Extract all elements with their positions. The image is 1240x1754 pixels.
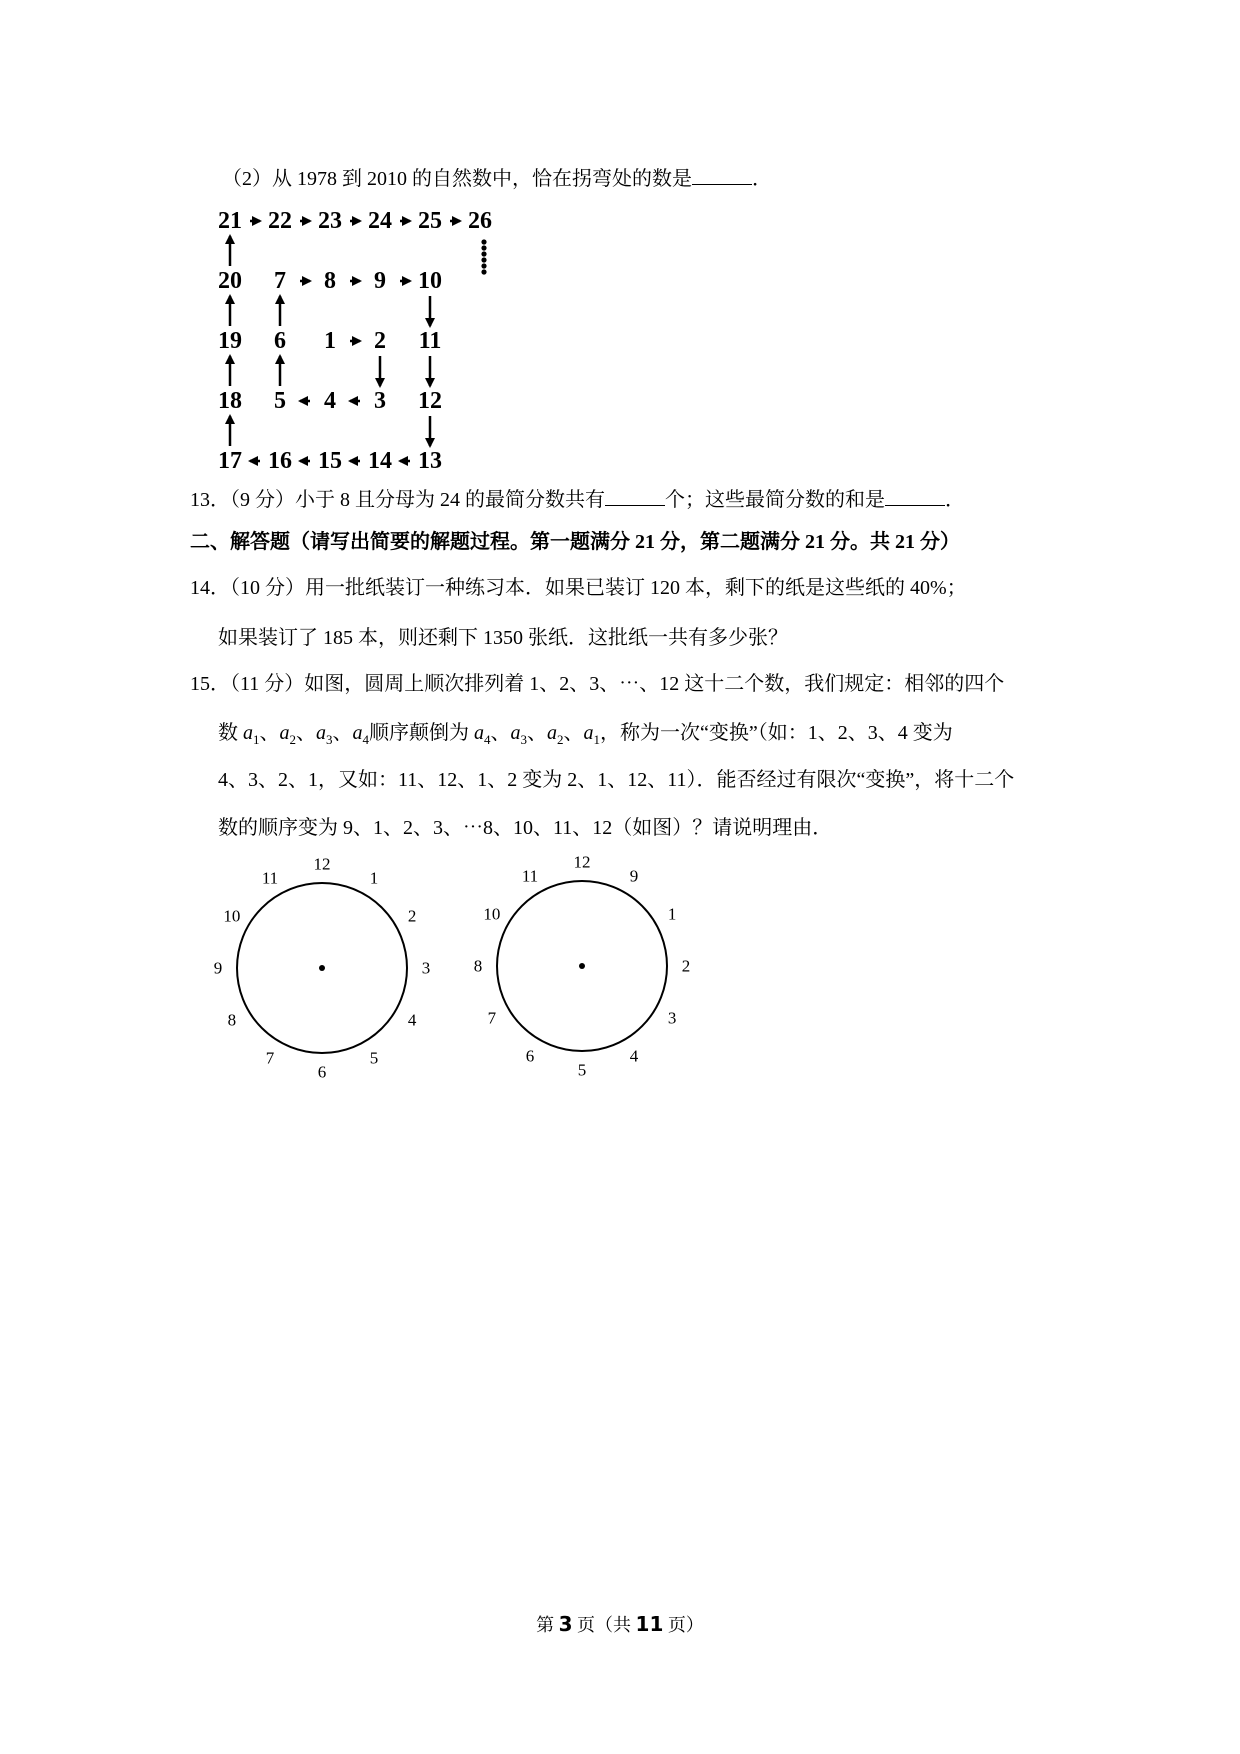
clock-number: 1 [667,904,677,924]
spiral-number: 13 [418,448,442,472]
spiral-number: 3 [374,388,386,414]
answer-blank [885,487,945,506]
spiral-number: 5 [274,388,286,414]
spiral-number: 26 [468,208,492,234]
clock-number: 8 [227,1010,237,1030]
spiral-number: 2 [374,328,386,354]
spiral-number: 12 [418,388,442,414]
spiral-number: 15 [318,448,342,472]
spiral-number: 23 [318,208,342,234]
spiral-number: 24 [368,208,392,234]
clock-number: 6 [525,1046,535,1066]
spiral-number: 1 [324,328,336,354]
clock-number: 12 [313,854,331,874]
page-number: 3 [558,1612,573,1636]
clock-number: 3 [667,1008,677,1028]
question-15-line2: 数 $a_1$、$a_2$、$a_3$、$a_4$顺序颠倒为 $a_4$、$a_3$、$a_2$、$a_1$，称为一次“变换”（如：1、2、3、4 变为 [218,722,953,747]
spiral-number: 14 [368,448,392,472]
answer-blank [605,487,665,506]
clock-number: 11 [521,866,539,886]
clock-number: 4 [407,1010,417,1030]
clock-number: 7 [487,1008,497,1028]
spiral-number: 9 [374,268,386,294]
center-dot [579,963,585,969]
question-15-line1: 15．（11 分）如图，圆周上顺次排列着 1、2、3、⋯、12 这十二个数，我们规定：相邻的四个 [190,673,1005,695]
clock-number: 8 [473,956,483,976]
clock-number: 3 [421,958,431,978]
center-dot [319,965,325,971]
clock-number: 10 [483,904,501,924]
clock-diagram-right [462,848,702,1088]
q12-part2-line: （2）从 1978 到 2010 的自然数中，恰在拐弯处的数是 ． [222,168,772,190]
answer-blank [692,166,752,185]
clock-number: 9 [629,866,639,886]
spiral-number: 17 [218,448,242,472]
clock-number: 5 [577,1060,587,1080]
spiral-number: 18 [218,388,242,414]
question-14-line2: 如果装订了 185 本，则还剩下 1350 张纸．这批纸一共有多少张？ [218,627,788,649]
clock-number: 4 [629,1046,639,1066]
clock-number: 9 [213,958,223,978]
clock-diagram-left [200,850,440,1090]
spiral-number: 25 [418,208,442,234]
spiral-number: 21 [218,208,242,234]
clock-number: 6 [317,1062,327,1082]
spiral-number: 4 [324,388,336,414]
q12-part2-text: （2）从 1978 到 2010 的自然数中，恰在拐弯处的数是 [222,168,692,190]
spiral-number: 7 [274,268,286,294]
spiral-number: 22 [268,208,292,234]
spiral-number: 19 [218,328,242,354]
spiral-number: 16 [268,448,292,472]
question-15-line4: 数的顺序变为 9、1、2、3、⋯8、10、11、12（如图）？请说明理由． [218,817,833,839]
clock-number: 7 [265,1048,275,1068]
q15-number: 15． [190,673,230,695]
clock-number: 1 [369,868,379,888]
question-13: 13．（9 分）小于 8 且分母为 24 的最简分数共有 个；这些最简分数的和是 ． [190,489,965,511]
spiral-number: 10 [418,268,442,294]
spiral-number: 20 [218,268,242,294]
spiral-number: 8 [324,268,336,294]
spiral-number: 11 [418,328,442,354]
question-15-line3: 4、3、2、1，又如：11、12、1、2 变为 2、1、12、11）．能否经过有限次“变换”，将十二个 [218,769,1015,791]
question-14-line1: 14．（10 分）用一批纸装订一种练习本．如果已装订 120 本，剩下的纸是这些纸的 40%； [190,577,967,599]
spiral-number: 6 [274,328,286,354]
clock-number: 2 [681,956,691,976]
clock-number: 10 [223,906,241,926]
q14-number: 14． [190,577,230,599]
section2-heading: 二、解答题（请写出简要的解题过程。第一题满分 21 分，第二题满分 21 分。共 21 分） [190,531,960,553]
clock-number: 5 [369,1048,379,1068]
q13-number: 13． [190,489,230,511]
page-total: 11 [635,1612,664,1636]
continuation-dots [481,239,486,274]
clock-number: 11 [261,868,279,888]
number-spiral-figure [212,202,512,472]
clock-number: 2 [407,906,417,926]
clock-number: 12 [573,852,591,872]
page-footer: 第 3 页（共 11 页） [536,1612,704,1636]
